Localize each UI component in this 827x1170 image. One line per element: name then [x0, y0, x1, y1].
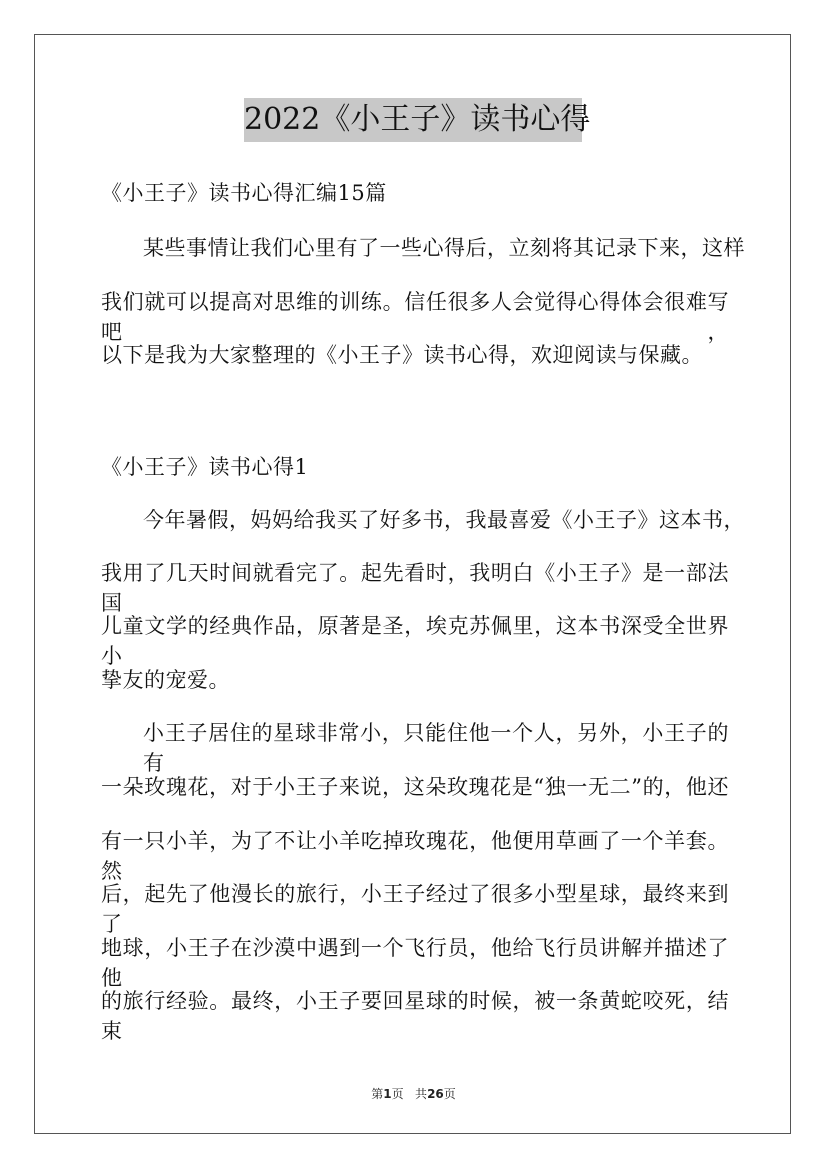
- intro-line-2: 我们就可以提高对思维的训练。信任很多人会觉得心得体会很难写吧，: [101, 290, 729, 344]
- para2-line-4: 后，起先了他漫长的旅行，小王子经过了很多小型星球，最终来到了: [101, 882, 729, 936]
- intro-line-1: 某些事情让我们心里有了一些心得后，立刻将其记录下来，这样: [143, 236, 745, 260]
- total-suffix: 页: [443, 1087, 456, 1101]
- page-footer: [0, 1085, 827, 1102]
- para2-line-5: 地球，小王子在沙漠中遇到一个飞行员，他给飞行员讲解并描述了他: [101, 936, 729, 990]
- para2-line-3: 有一只小羊，为了不让小羊吃掉玫瑰花，他便用草画了一个羊套。然: [101, 829, 729, 883]
- page-number: 1: [383, 1087, 392, 1101]
- para1-line-3: 儿童文学的经典作品，原著是圣，埃克苏佩里，这本书深受全世界小: [101, 614, 729, 668]
- section-heading: 《小王子》读书心得1: [101, 455, 309, 479]
- total-prefix: 共: [415, 1087, 428, 1101]
- total-pages: 26: [427, 1087, 444, 1101]
- para2-line-6: 的旅行经验。最终，小王子要回星球的时候，被一条黄蛇咬死，结束: [101, 989, 729, 1043]
- document-title: 2022《小王子》读书心得: [244, 98, 582, 142]
- intro-line-3: 以下是我为大家整理的《小王子》读书心得，欢迎阅读与保藏。: [101, 343, 703, 367]
- para1-line-2: 我用了几天时间就看完了。起先看时，我明白《小王子》是一部法国: [101, 561, 729, 615]
- page-suffix: 页: [391, 1087, 404, 1101]
- para2-line-1: 小王子居住的星球非常小，只能住他一个人，另外，小王子的有: [143, 721, 729, 775]
- subtitle: 《小王子》读书心得汇编15篇: [101, 181, 387, 205]
- page-prefix: 第: [371, 1087, 384, 1101]
- para1-line-4: 挚友的宠爱。: [101, 668, 230, 692]
- para1-line-1: 今年暑假，妈妈给我买了好多书，我最喜爱《小王子》这本书，: [143, 508, 745, 532]
- para2-line-2: 一朵玫瑰花，对于小王子来说，这朵玫瑰花是“独一无二”的，他还: [101, 775, 729, 799]
